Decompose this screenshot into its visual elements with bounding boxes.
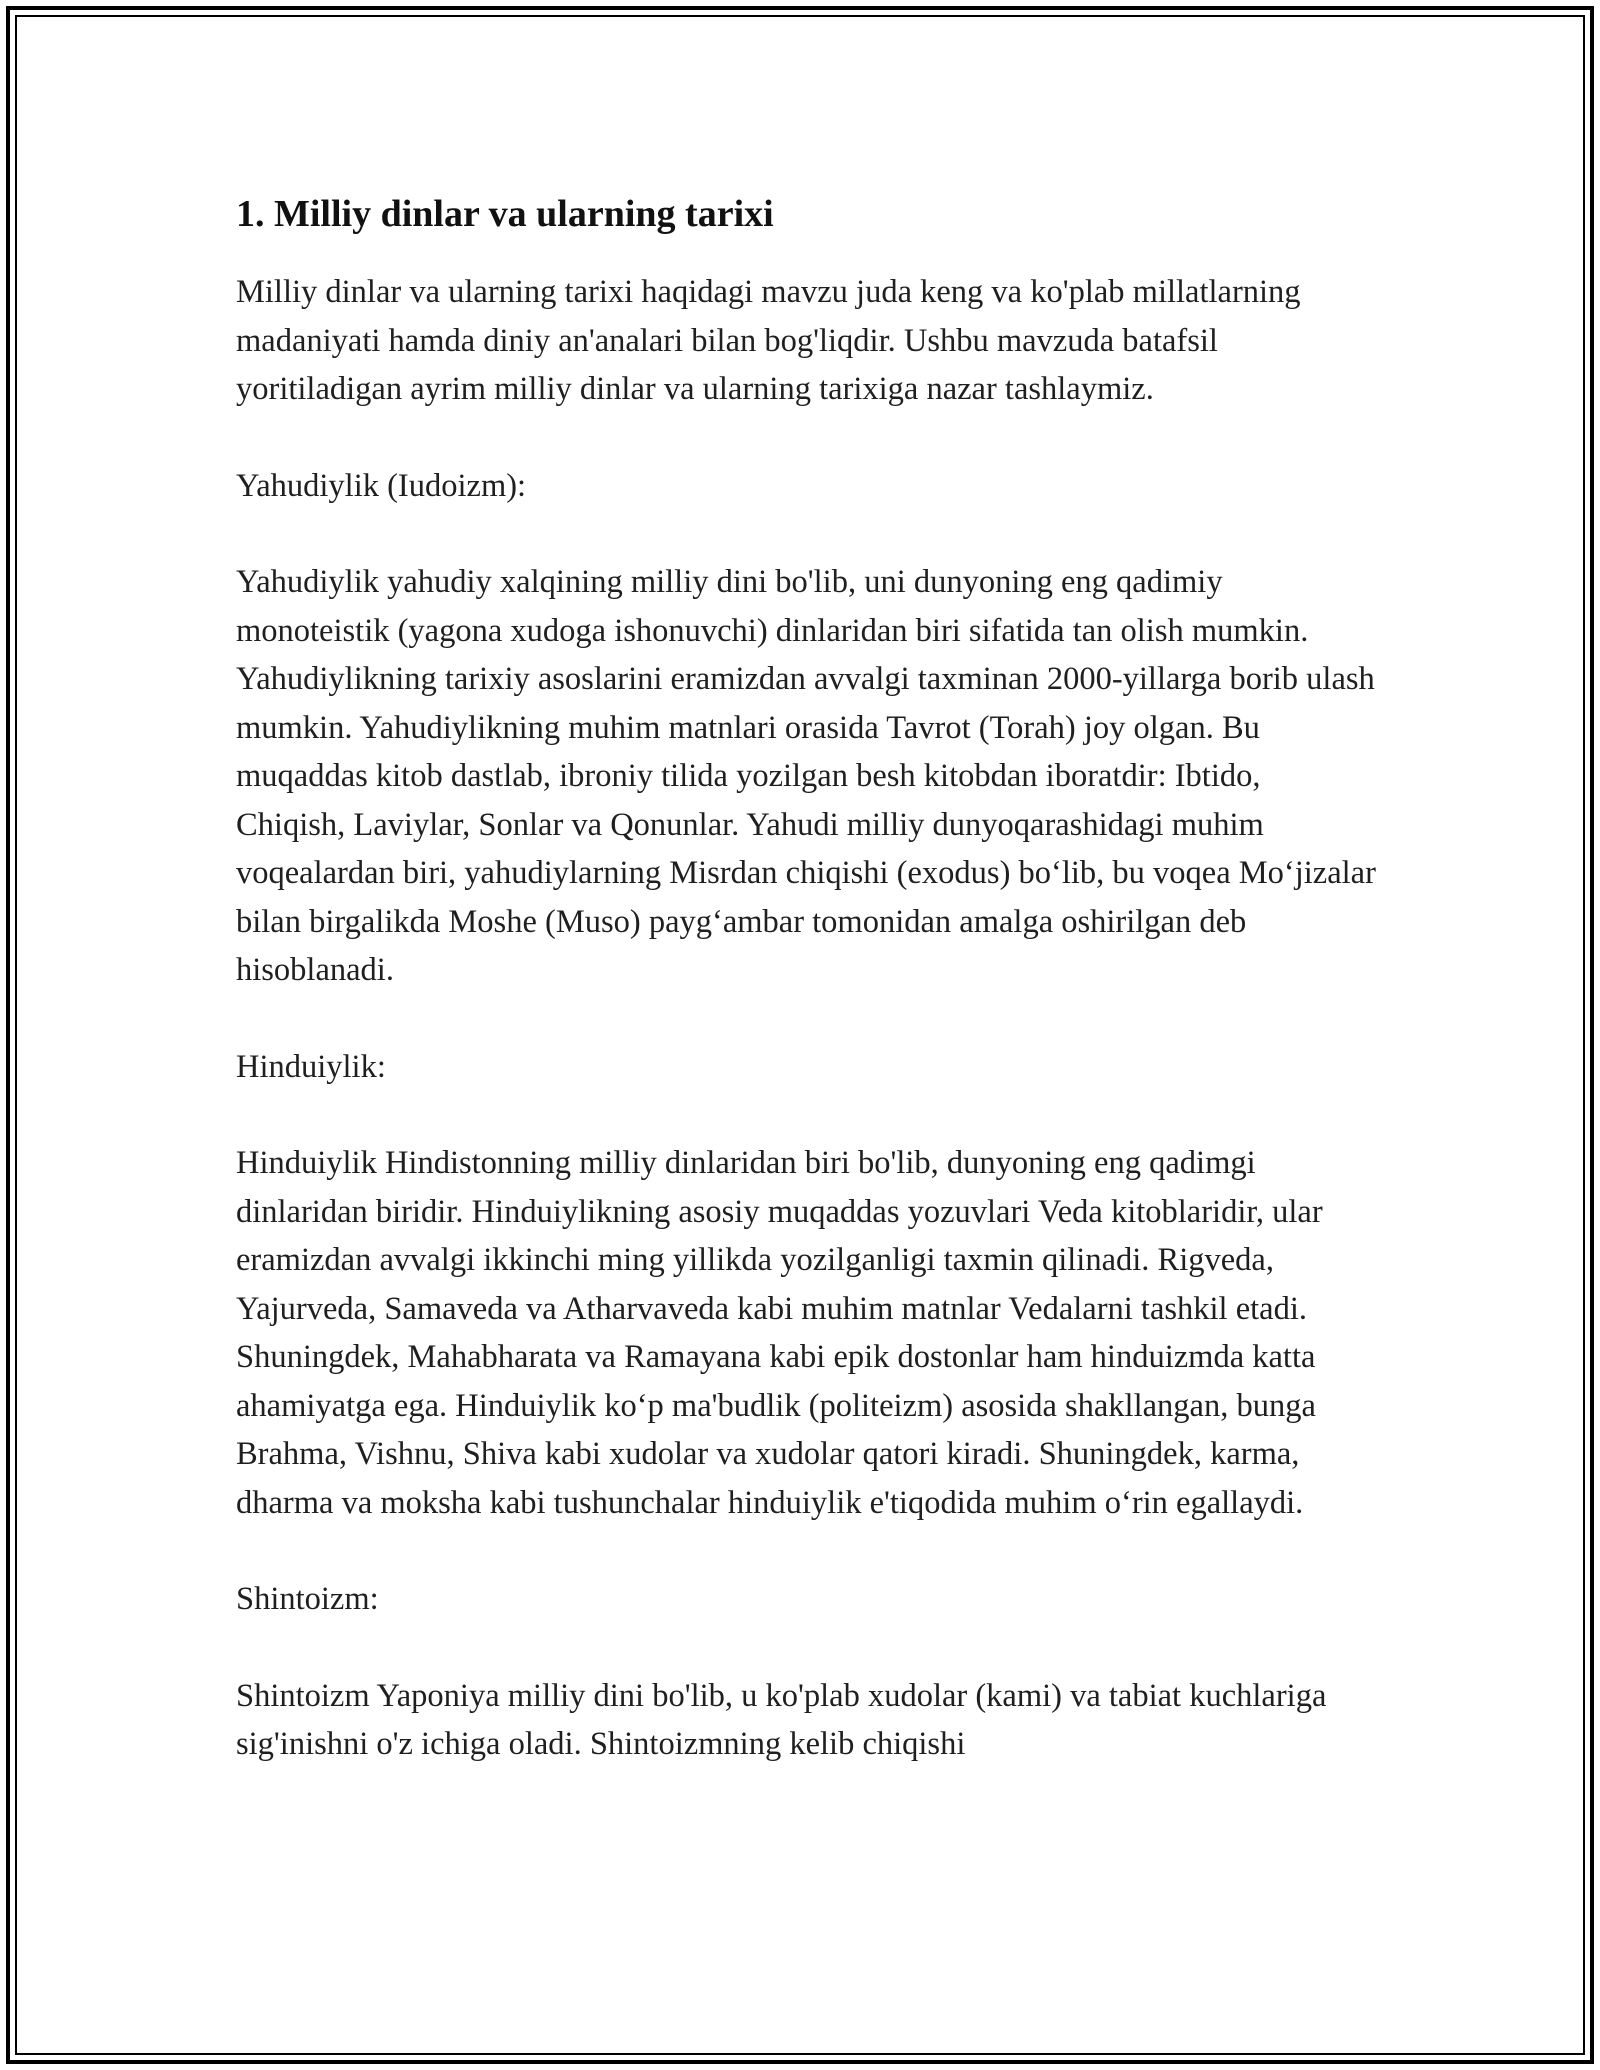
- judaism-paragraph: Yahudiylik yahudiy xalqining milliy dini bo'lib, uni dunyoning eng qadimiy monoteistik (yagona xudoga ishonuvchi) dinlaridan biri sifatida tan olish mumkin. Yahudiylikning tarixiy asoslarini eramizdan avvalgi taxminan 2000-yillarga borib ulash mumkin. Yahudiylikning muhim matnlari orasida Tavrot (Torah) joy olgan. Bu muqaddas kitob dastlab, ibroniy tilida yozilgan besh kitobdan iboratdir: Ibtido, Chiqish, Laviylar, Sonlar va Qonunlar. Yahudi milliy dunyoqarashidagi muhim voqealardan biri, yahudiylarning Misrdan chiqishi (exodus) bo‘lib, bu voqea Mo‘jizalar bilan birgalikda Moshe (Muso) payg‘ambar tomonidan amalga oshirilgan deb hisoblanadi.: [236, 564, 1376, 988]
- subheading-judaism: Yahudiylik (Iudoizm):: [236, 467, 527, 504]
- shintoism-paragraph: Shintoizm Yaponiya milliy dini bo'lib, u ko'plab xudolar (kami) va tabiat kuchlariga sig'inishni o'z ichiga oladi. Shintoizmning kelib chiqishi: [236, 1677, 1327, 1762]
- section-heading: 1. Milliy dinlar va ularning tarixi: [236, 193, 774, 235]
- subheading-shintoism: Shintoizm:: [236, 1581, 379, 1617]
- document-body: [236, 186, 1376, 1817]
- hinduism-paragraph: Hinduiylik Hindistonning milliy dinlaridan biri bo'lib, dunyoning eng qadimgi dinlaridan biridir. Hinduiylikning asosiy muqaddas yozuvlari Veda kitoblaridir, ular eramizdan avvalgi ikkinchi ming yillikda yozilganligi taxmin qilinadi. Rigveda, Yajurveda, Samaveda va Atharvaveda kabi muhim matnlar Vedalarni tashkil etadi. Shuningdek, Mahabharata va Ramayana kabi epik dostonlar ham hinduizmda katta ahamiyatga ega. Hinduiylik ko‘p ma'budlik (politeizm) asosida shakllangan, bunga Brahma, Vishnu, Shiva kabi xudolar va xudolar qatori kiradi. Shuningdek, karma, dharma va moksha kabi tushunchalar hinduiylik e'tiqodida muhim o‘rin egallaydi.: [236, 1145, 1323, 1521]
- subheading-hinduism: Hinduiylik:: [236, 1048, 386, 1085]
- intro-paragraph: Milliy dinlar va ularning tarixi haqidagi mavzu juda keng va ko'plab millatlarning madaniyati hamda diniy an'analari bilan bog'liqdir. Ushbu mavzuda batafsil yoritiladigan ayrim milliy dinlar va ularning tarixiga nazar tashlaymiz.: [236, 274, 1301, 407]
